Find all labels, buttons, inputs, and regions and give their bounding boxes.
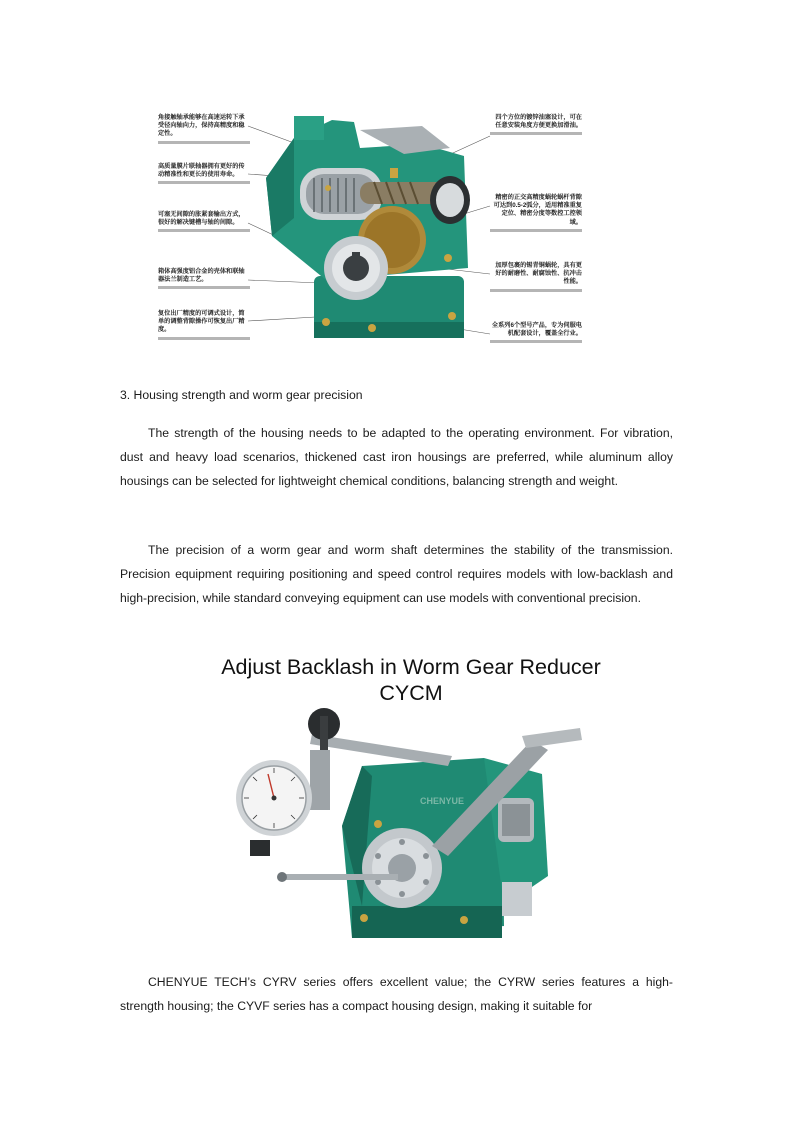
note-right-2: 精密的正交高精度蜗轮蜗杆背隙可达到0.5-2弧分，适用精准重复定位、精密分度等数控工控领域。 (490, 194, 582, 232)
figure2-title-line1: Adjust Backlash in Worm Gear Reducer (221, 655, 601, 679)
gear-cutaway-figure (154, 108, 590, 348)
housing-embossed-text: CHENYUE (420, 796, 465, 806)
paragraph-series-overview: CHENYUE TECH’s CYRV series offers excellent value; the CYRW series features a high-strength housing; the CYVF series has a compact housing design, making it suitable for (120, 975, 673, 1014)
section-heading: 3. Housing strength and worm gear precision (120, 388, 363, 402)
note-left-1: 角接触轴承能够在高速运转下承受径向轴向力，保持高精度和稳定性。 (158, 114, 250, 144)
note-right-3: 加厚包裹的锡青铜蜗轮，具有更好的耐磨性、耐腐蚀性、抗冲击性能。 (490, 262, 582, 292)
note-left-4: 箱体高强度铝合金的壳体和联轴器法兰制造工艺。 (158, 268, 250, 289)
figure2-title-line2: CYCM (379, 681, 443, 705)
note-left-3: 可塞无间隙的胀紧套输出方式，很好的解决键槽与轴的间隙。 (158, 211, 250, 232)
note-right-1: 四个方位的镀锌油塞设计，可在任意安装角度方便更换加滑油。 (490, 114, 582, 135)
note-left-2: 高质量膜片联轴器拥有更好的传动精准性和更长的使用寿命。 (158, 163, 250, 184)
figure2-title (200, 654, 622, 706)
backlash-adjustment-figure (202, 706, 622, 946)
backlash-reducer-illustration (202, 706, 622, 946)
note-left-5: 复位出厂精度的可调式设计，简单的调整背隙操作可恢复出厂精度。 (158, 310, 250, 340)
paragraph-housing-strength: The strength of the housing needs to be adapted to the operating environment. For vibration, dust and heavy load scenarios, thickened cast iron housings are preferred, while aluminum alloy housings can be selected for lightweight chemical conditions, balancing strength and weight. (120, 426, 673, 489)
cutaway-reducer-illustration (154, 108, 590, 348)
paragraph-worm-precision: The precision of a worm gear and worm shaft determines the stability of the transmission. Precision equipment requiring positioning and speed control requires models with low-backlash and high-precision, while standard conveying equipment can use models with conventional precision. (120, 543, 673, 606)
note-right-4: 全系列6个型号产品，专为伺服电机配套设计，覆盖全行业。 (490, 322, 582, 343)
